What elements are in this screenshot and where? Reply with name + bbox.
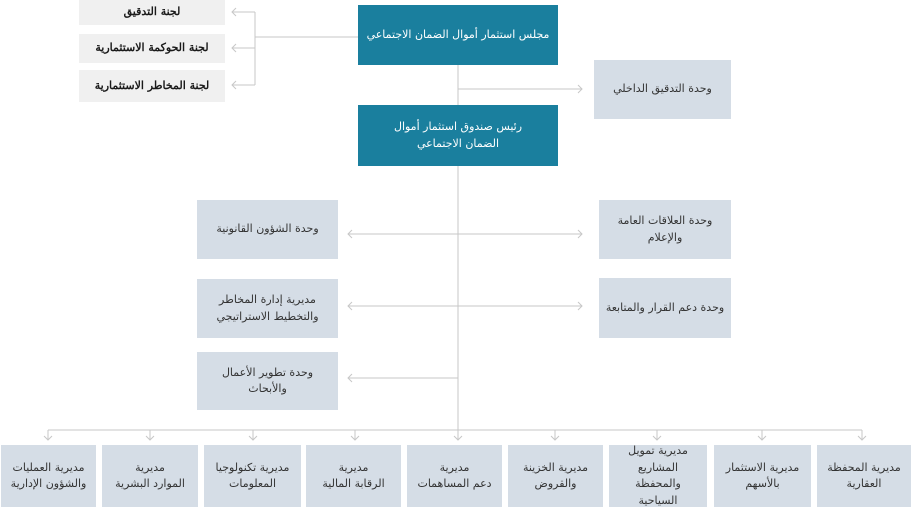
human-resources-directorate: مديرية الموارد البشرية <box>102 445 198 507</box>
board-box: مجلس استثمار أموال الضمان الاجتماعي <box>358 5 558 65</box>
business-development-unit: وحدة تطوير الأعمال والأبحاث <box>197 352 338 410</box>
internal-audit-unit: وحدة التدقيق الداخلي <box>594 60 731 119</box>
operations-admin-directorate: مديرية العمليات والشؤون الإدارية <box>1 445 96 507</box>
legal-affairs-unit: وحدة الشؤون القانونية <box>197 200 338 259</box>
equity-investment-directorate: مديرية الاستثمار بالأسهم <box>714 445 811 507</box>
public-relations-unit: وحدة العلاقات العامة والإعلام <box>599 200 731 259</box>
risk-management-directorate: مديرية إدارة المخاطر والتخطيط الاستراتيجي <box>197 279 338 338</box>
real-estate-portfolio-directorate: مديرية المحفظة العقارية <box>817 445 911 507</box>
contributions-support-directorate: مديرية دعم المساهمات <box>407 445 502 507</box>
committee-investment-risk: لجنة المخاطر الاستثمارية <box>79 70 225 102</box>
committee-investment-governance: لجنة الحوكمة الاستثمارية <box>79 34 225 63</box>
project-finance-directorate: مديرية تمويل المشاريع والمحفظة السياحية <box>609 445 707 507</box>
it-directorate: مديرية تكنولوجيا المعلومات <box>204 445 301 507</box>
decision-support-unit: وحدة دعم القرار والمتابعة <box>599 278 731 338</box>
committee-audit: لجنة التدقيق <box>79 0 225 25</box>
president-box: رئيس صندوق استثمار أموال الضمان الاجتماعي <box>358 105 558 166</box>
treasury-loans-directorate: مديرية الخزينة والقروض <box>508 445 603 507</box>
financial-control-directorate: مديرية الرقابة المالية <box>306 445 401 507</box>
